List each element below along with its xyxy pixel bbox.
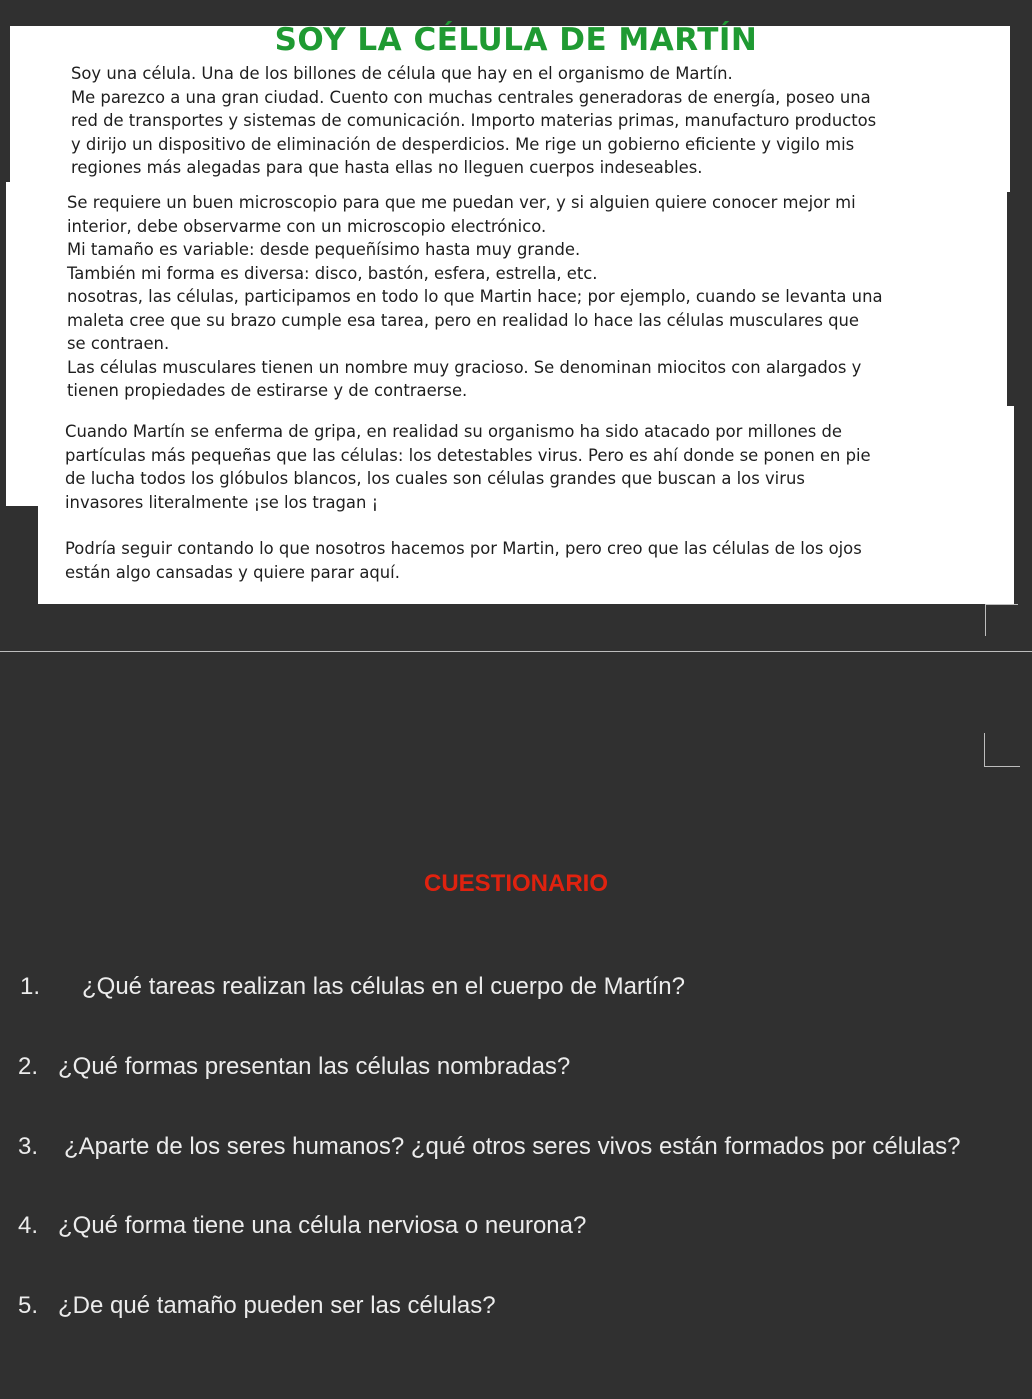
- page-edge-line-short: [986, 604, 1018, 605]
- question-text: ¿Qué formas presentan las células nombradas?: [58, 1053, 571, 1080]
- paragraph-city: [71, 62, 979, 180]
- page-edge-line-horizontal: [0, 651, 1032, 652]
- page-corner-horizontal: [984, 766, 1020, 767]
- question-text: ¿De qué tamaño pueden ser las células?: [58, 1292, 496, 1319]
- paragraph-line: están algo cansadas y quiere parar aquí.: [65, 562, 400, 582]
- quiz-title: CUESTIONARIO: [423, 870, 608, 897]
- paragraph-line: También mi forma es diversa: disco, bastón, esfera, estrella, etc.: [67, 263, 598, 283]
- quiz-question-5: [18, 1292, 496, 1320]
- document-title: SOY LA CÉLULA DE MARTÍN: [274, 22, 758, 58]
- paragraph-line: regiones más alegadas para que hasta ellas no lleguen cuerpos indeseables.: [71, 158, 703, 177]
- paragraph-line: red de transportes y sistemas de comunicación. Importo materias primas, manufacturo productos: [71, 111, 877, 130]
- paragraph-line: Las células musculares tienen un nombre muy gracioso. Se denominan miocitos con alargados y: [67, 357, 862, 377]
- paragraph-line: partículas más pequeñas que las células: los detestables virus. Pero es ahí donde se ponen en pie: [65, 445, 871, 465]
- question-text: ¿Aparte de los seres humanos? ¿qué otros seres vivos están formados por células?: [64, 1133, 961, 1160]
- question-text: ¿Qué forma tiene una célula nerviosa o neurona?: [58, 1212, 587, 1239]
- paragraph-line: se contraen.: [67, 334, 170, 353]
- paragraph-closing: [65, 537, 969, 584]
- paragraph-line: y dirijo un dispositivo de eliminación de desperdicios. Me rige un gobierno eficiente y vigilo mis: [71, 134, 855, 154]
- quiz-question-4: [18, 1212, 586, 1240]
- quiz-question-2: [18, 1053, 570, 1081]
- paragraph-line: interior, debe observarme con un microscopio electrónico.: [67, 216, 547, 236]
- page-corner-vertical: [984, 733, 985, 766]
- paragraph-line: Me parezco a una gran ciudad. Cuento con muchas centrales generadoras de energía, poseo una: [71, 87, 871, 107]
- question-number: 2.: [18, 1053, 39, 1080]
- question-number: 1.: [20, 973, 41, 1000]
- paragraph-virus: [65, 420, 969, 514]
- paragraph-line: maleta cree que su brazo cumple esa tarea, pero en realidad lo hace las células musculares que: [67, 310, 859, 330]
- paragraph-line: invasores literalmente ¡se los tragan ¡: [65, 492, 379, 512]
- question-number: 3.: [18, 1133, 39, 1160]
- quiz-question-3: [18, 1133, 960, 1161]
- question-number: 4.: [18, 1212, 39, 1239]
- page-edge-line-vertical-top: [985, 604, 986, 636]
- paragraph-line: Podría seguir contando lo que nosotros hacemos por Martin, pero creo que las células de los ojos: [65, 539, 862, 558]
- question-number: 5.: [18, 1292, 39, 1319]
- paragraph-line: tienen propiedades de estirarse y de contraerse.: [67, 381, 468, 400]
- paragraph-line: Se requiere un buen microscopio para que me puedan ver, y si alguien quiere conocer mejor mi: [67, 193, 856, 212]
- paragraph-line: nosotras, las células, participamos en todo lo que Martin hace; por ejemplo, cuando se levanta una: [67, 287, 883, 306]
- paragraph-line: Mi tamaño es variable: desde pequeñísimo hasta muy grande.: [67, 240, 581, 259]
- quiz-question-1: [18, 973, 685, 1001]
- question-text: ¿Qué tareas realizan las células en el cuerpo de Martín?: [82, 973, 685, 1000]
- paragraph-microscope: [67, 191, 975, 403]
- paragraph-line: Cuando Martín se enferma de gripa, en realidad su organismo ha sido atacado por millones de: [65, 422, 842, 441]
- paragraph-line: Soy una célula. Una de los billones de célula que hay en el organismo de Martín.: [71, 64, 733, 83]
- paragraph-line: de lucha todos los glóbulos blancos, los cuales son células grandes que buscan a los virus: [65, 469, 805, 488]
